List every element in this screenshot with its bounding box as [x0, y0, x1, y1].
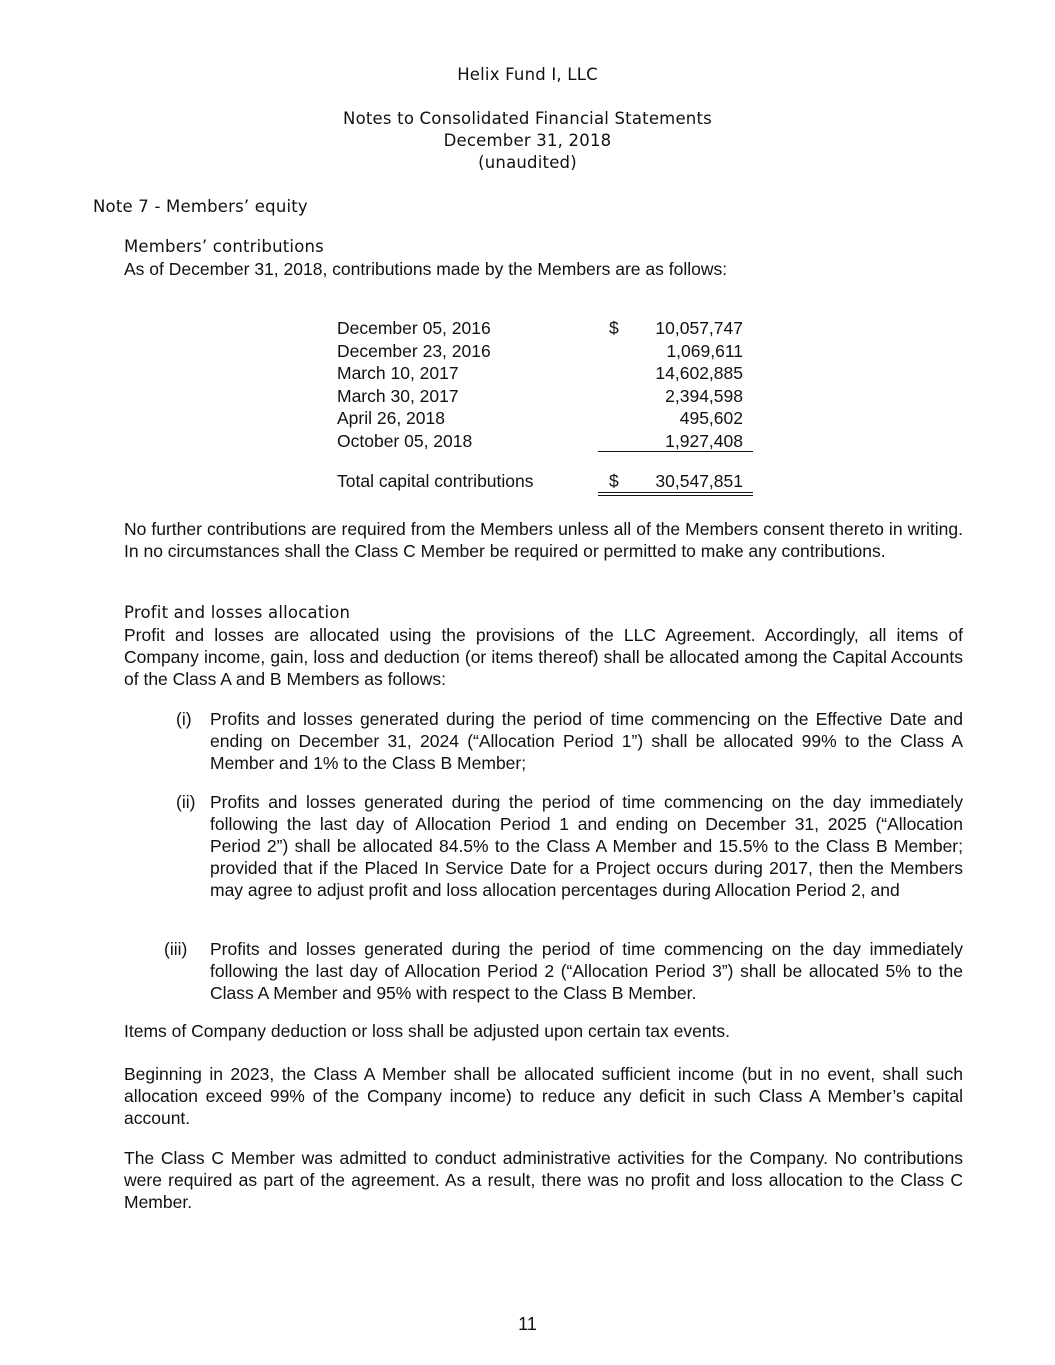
- table-row: [337, 430, 757, 453]
- currency-symbol: $: [609, 471, 619, 491]
- contributions-note: No further contributions are required from the Members unless all of the Members consent thereto in writing. In no circumstances shall the Class C Member be required or permitted to make any contributions.: [124, 519, 963, 561]
- note-title: Note 7 - Members’ equity: [93, 197, 308, 216]
- allocation-item: [164, 938, 963, 1004]
- tax-events-paragraph: Items of Company deduction or loss shall be adjusted upon certain tax events.: [124, 1021, 731, 1041]
- subtotal-rule: [598, 451, 753, 452]
- contribution-amount: 1,927,408: [665, 430, 743, 451]
- total-row: [337, 470, 757, 493]
- item-number: (i): [176, 709, 192, 729]
- item-number: (ii): [176, 792, 196, 812]
- contribution-date: December 05, 2016: [337, 318, 491, 338]
- contribution-date: April 26, 2018: [337, 408, 445, 428]
- contribution-amount: 2,394,598: [665, 385, 743, 406]
- contribution-amount: 10,057,747: [655, 318, 743, 338]
- contribution-date: March 30, 2017: [337, 385, 459, 406]
- total-label: Total capital contributions: [337, 471, 534, 491]
- contribution-amount: 495,602: [679, 408, 743, 428]
- table-row: [337, 385, 757, 408]
- table-row: [337, 407, 757, 430]
- audit-status: (unaudited): [478, 153, 577, 172]
- contribution-amount: 14,602,885: [655, 363, 743, 383]
- statement-date: December 31, 2018: [443, 131, 612, 150]
- company-name: Helix Fund I, LLC: [457, 65, 598, 84]
- allocation-item: [176, 708, 963, 774]
- item-text: Profits and losses generated during the period of time commencing on the day immediately following the last day of Allocation Period 2 (“Allocation Period 3”) shall be allocated 5% to the Class A Member and 95% with respect to the Class B Member.: [210, 939, 963, 1003]
- table-row: [337, 362, 757, 385]
- contribution-date: December 23, 2016: [337, 340, 491, 361]
- item-number: (iii): [164, 939, 188, 959]
- item-text: Profits and losses generated during the period of time commencing on the day immediately following the last day of Allocation Period 1 and ending on December 31, 2025 (“Allocation Period 2”) shall be allocated 84.5% to the Class A Member and 15.5% to the Class B Member; provided that if the Placed In Service Date for a Project occurs during 2017, then the Members may agree to adjust profit and loss allocation percentages during Allocation Period 2, and: [210, 792, 963, 900]
- contributions-heading: Members’ contributions: [124, 237, 324, 256]
- allocation-heading: Profit and losses allocation: [124, 603, 351, 622]
- total-double-rule: [598, 492, 753, 496]
- page-number: 11: [518, 1314, 537, 1334]
- statement-title: Notes to Consolidated Financial Statements: [343, 109, 712, 128]
- contribution-date: October 05, 2018: [337, 430, 473, 451]
- deficit-paragraph: Beginning in 2023, the Class A Member shall be allocated sufficient income (but in no event, shall such allocation exceed 99% of the Company income) to reduce any deficit in such Class A Member’s capital account.: [124, 1064, 963, 1128]
- allocation-item: [176, 791, 963, 901]
- currency-symbol: $: [609, 318, 619, 338]
- allocation-intro: Profit and losses are allocated using the provisions of the LLC Agreement. Accordingly, all items of Company income, gain, loss and deduction (or items thereof) shall be allocated among the Capital Accounts of the Class A and B Members as follows:: [124, 625, 963, 689]
- table-row: [337, 317, 757, 340]
- table-row: [337, 340, 757, 363]
- item-text: Profits and losses generated during the period of time commencing on the Effective Date and ending on December 31, 2024 (“Allocation Period 1”) shall be allocated 99% to the Class A Member and 1% to the Class B Member;: [210, 709, 963, 773]
- contribution-date: March 10, 2017: [337, 363, 459, 383]
- total-amount: 30,547,851: [655, 471, 743, 491]
- contributions-table: [337, 317, 757, 493]
- class-c-paragraph: The Class C Member was admitted to conduct administrative activities for the Company. No contributions were required as part of the agreement. As a result, there was no profit and loss allocation to the Class C Member.: [124, 1148, 963, 1212]
- contribution-amount: 1,069,611: [666, 340, 743, 361]
- contributions-intro: As of December 31, 2018, contributions made by the Members are as follows:: [124, 259, 728, 279]
